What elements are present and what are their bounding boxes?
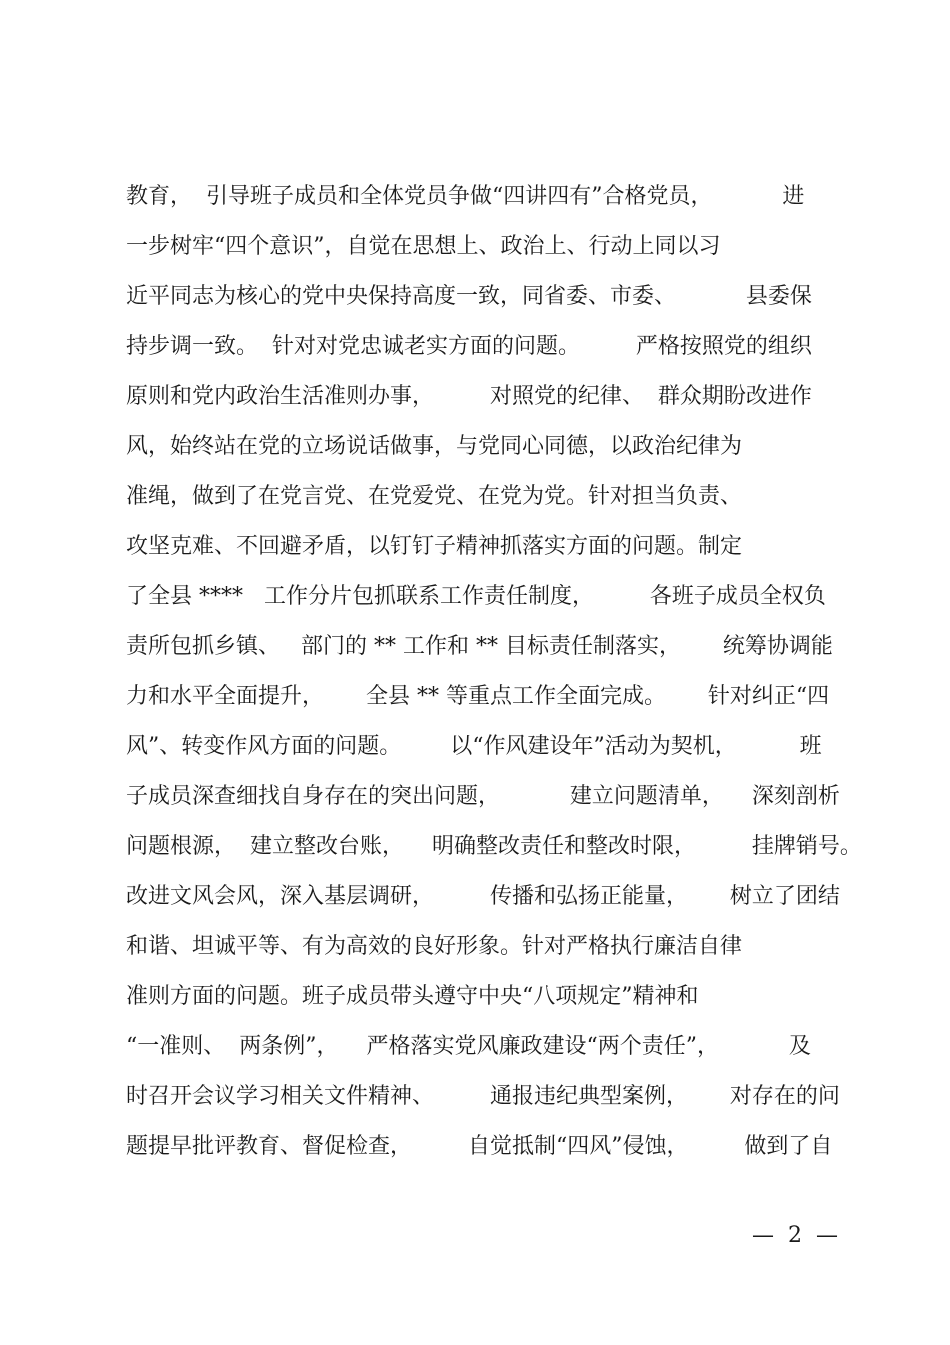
text-line-13: 子成员深查细找自身存在的突出问题， 建立问题清单， 深刻剖析 [126,784,840,809]
text-line-2: 一步树牢“四个意识”，自觉在思想上、政治上、行动上同以习 [126,234,721,259]
text-line-1: 教育， 引导班子成员和全体党员争做“四讲四有”合格党员， 进 [126,184,805,209]
text-line-14: 问题根源， 建立整改台账， 明确整改责任和整改时限， 挂牌销号。 [126,834,862,859]
text-line-16: 和谐、坦诚平等、有为高效的良好形象。针对严格执行廉洁自律 [126,934,743,959]
body-text [126,172,862,1172]
text-line-7: 准绳，做到了在党言党、在党爱党、在党为党。针对担当负责、 [126,484,743,509]
text-line-19: 时召开会议学习相关文件精神、 通报违纪典型案例， 对存在的问 [126,1084,840,1109]
text-line-9: 了全县 **** 工作分片包抓联系工作责任制度， 各班子成员全权负 [126,584,826,609]
text-line-18: “一准则、 两条例”， 严格落实党风廉政建设“两个责任”， 及 [126,1034,811,1059]
text-line-8: 攻坚克难、不回避矛盾，以钉钉子精神抓落实方面的问题。制定 [126,534,743,559]
text-line-12: 风”、转变作风方面的问题。 以“作风建设年”活动为契机， 班 [126,734,822,759]
text-line-3: 近平同志为核心的党中央保持高度一致，同省委、市委、 县委保 [126,284,812,309]
text-line-6: 风，始终站在党的立场说话做事，与党同心同德，以政治纪律为 [126,434,743,459]
text-line-5: 原则和党内政治生活准则办事， 对照党的纪律、 群众期盼改进作 [126,384,812,409]
text-line-10: 责所包抓乡镇、 部门的 ** 工作和 ** 目标责任制落实， 统筹协调能 [126,634,833,659]
text-line-20: 题提早批评教育、督促检查， 自觉抵制“四风”侵蚀， 做到了自 [126,1134,833,1159]
text-line-11: 力和水平全面提升， 全县 ** 等重点工作全面完成。 针对纠正“四 [126,684,830,709]
text-line-17: 准则方面的问题。班子成员带头遵守中央“八项规定”精神和 [126,984,699,1009]
text-line-15: 改进文风会风，深入基层调研， 传播和弘扬正能量， 树立了团结 [126,884,840,909]
text-line-4: 持步调一致。 针对对党忠诚老实方面的问题。 严格按照党的组织 [126,334,812,359]
page-number: — 2 — [752,1223,838,1248]
